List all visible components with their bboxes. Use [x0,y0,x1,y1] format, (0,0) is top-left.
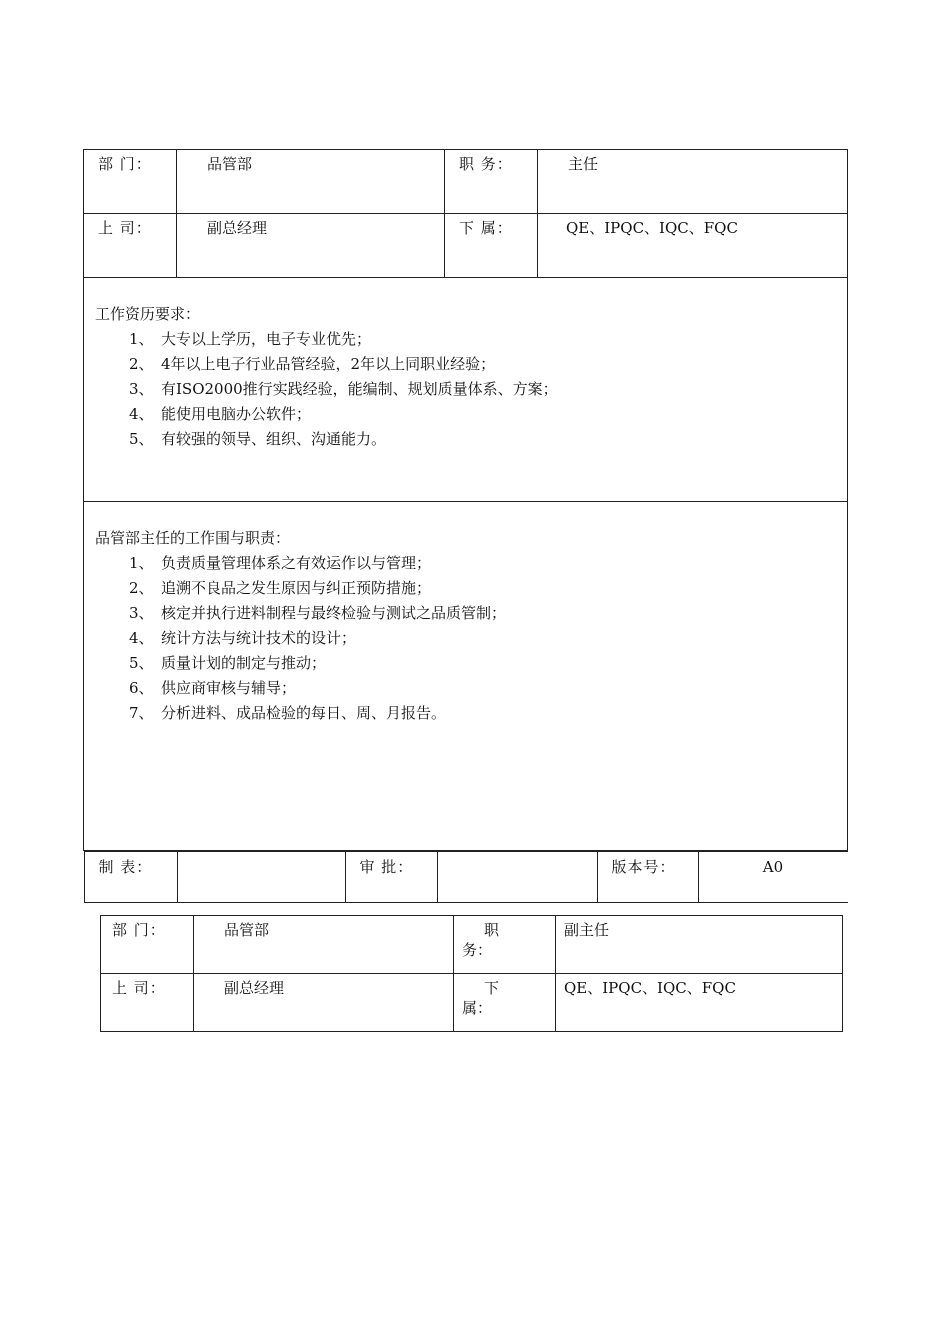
duties-row [84,502,848,851]
form2-row-department [101,916,843,974]
superior-value: 副总经理 [177,214,445,278]
approve-label: 审 批： [345,852,437,903]
made-by-label: 制 表： [84,852,177,903]
requirements-heading: 工作资历要求： [95,305,201,323]
subordinate-value: QE、IPQC、IQC、FQC [556,974,843,1032]
list-item: 6、 供应商审核与辅导； [129,679,297,697]
superior-value: 副总经理 [194,974,454,1032]
subordinate-label: 下 属： [454,974,556,1032]
list-item: 1、 大专以上学历，电子专业优先； [129,330,372,348]
form-row-superior [84,214,848,278]
superior-label: 上 司： [84,214,177,278]
list-item: 4、 统计方法与统计技术的设计； [129,629,357,647]
position-value: 主任 [538,150,848,214]
version-label: 版本号： [597,852,698,903]
dept-value: 品管部 [194,916,454,974]
dept-label: 部 门： [84,150,177,214]
superior-label: 上 司： [101,974,194,1032]
position-label: 职 务： [445,150,538,214]
list-item: 7、 分析进料、成品检验的每日、周、月报告。 [129,704,447,722]
version-value: A0 [698,852,848,903]
list-item: 2、 4年以上电子行业品管经验，2年以上同职业经验； [129,355,496,373]
list-item: 4、 能使用电脑办公软件； [129,405,312,423]
form2-row-superior [101,974,843,1032]
list-item: 2、 追溯不良品之发生原因与纠正预防措施； [129,579,432,597]
list-item: 3、 核定并执行进料制程与最终检验与测试之品质管制； [129,604,507,622]
signature-row [84,851,848,904]
signature-table [84,851,848,903]
requirements-block [84,278,847,452]
requirements-list [95,327,847,452]
job-description-form [83,149,848,903]
position-value: 副主任 [556,916,843,974]
dept-label: 部 门： [101,916,194,974]
job-description-form-2 [100,915,843,1032]
position-label: 职 务： [454,916,556,974]
duties-block [84,502,847,726]
subordinate-label: 下 属： [445,214,538,278]
requirements-row [84,278,848,502]
dept-value: 品管部 [177,150,445,214]
list-item: 1、 负责质量管理体系之有效运作以与管理； [129,554,432,572]
approve-field[interactable] [437,852,597,903]
made-by-field[interactable] [177,852,345,903]
subordinate-value: QE、IPQC、IQC、FQC [538,214,848,278]
duties-heading: 品管部主任的工作围与职责： [95,529,291,547]
list-item: 5、 质量计划的制定与推动； [129,654,327,672]
form-row-department [84,150,848,214]
list-item: 3、 有ISO2000推行实践经验，能编制、规划质量体系、方案； [129,380,558,398]
duties-list [95,551,847,726]
list-item: 5、 有较强的领导、组织、沟通能力。 [129,430,387,448]
